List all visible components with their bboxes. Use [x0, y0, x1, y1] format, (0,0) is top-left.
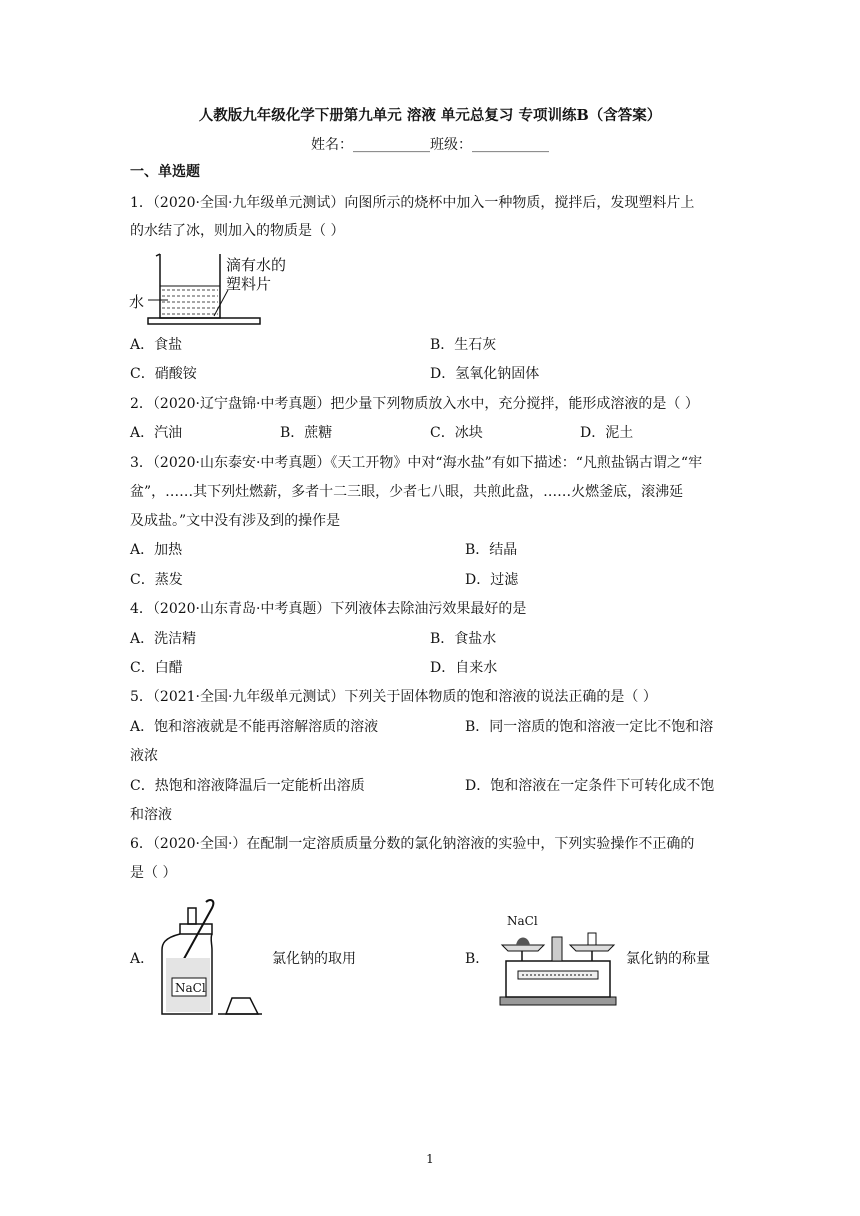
q5-option-c: C．热饱和溶液降温后一定能析出溶质: [130, 778, 365, 794]
q5-option-d-line2: 和溶液: [130, 807, 172, 823]
q3-option-a: A．加热: [130, 542, 183, 558]
student-info-line: 姓名：___________班级：___________: [311, 137, 549, 153]
q2-stem: 2．（2020·辽宁盘锦·中考真题）把少量下列物质放入水中，充分搅拌，能形成溶液的是（ ）: [130, 396, 699, 412]
q5-option-b-line2: 液浓: [130, 748, 158, 764]
beaker-label-plastic-1: 滴有水的: [226, 256, 287, 274]
q4-option-a: A．洗洁精: [130, 631, 197, 647]
q1-option-d: D．氢氧化钠固体: [430, 366, 540, 382]
q1-stem-line1: 1．（2020·全国·九年级单元测试）向图所示的烧杯中加入一种物质，搅拌后，发现塑料片上: [130, 195, 695, 211]
q4-option-c: C．白醋: [130, 660, 183, 676]
q6-stem-line2: 是（ ）: [130, 865, 177, 881]
beaker-label-water: 水: [129, 293, 145, 311]
q6-stem-line1: 6．（2020·全国·）在配制一定溶质质量分数的氯化钠溶液的实验中，下列实验操作不正确的: [130, 836, 695, 852]
q6-option-a-caption: 氯化钠的取用: [272, 951, 356, 967]
q4-option-b: B．食盐水: [430, 631, 497, 647]
q3-option-b: B．结晶: [465, 542, 518, 558]
q3-stem-line3: 及成盐。”文中没有涉及到的操作是: [130, 513, 341, 529]
q2-option-a: A．汽油: [130, 425, 183, 441]
q5-option-b-line1: B．同一溶质的饱和溶液一定比不饱和溶: [465, 719, 714, 735]
q2-option-c: C．冰块: [430, 425, 483, 441]
q1-option-b: B．生石灰: [430, 337, 497, 353]
q1-option-c: C．硝酸铵: [130, 366, 197, 382]
q2-option-b: B．蔗糖: [280, 425, 333, 441]
q1-option-a: A．食盐: [130, 337, 183, 353]
q3-stem-line2: 盆”，……其下列灶燃薪，多者十二三眼，少者七八眼，共煎此盘，……火燃釜底，滚沸延: [130, 484, 684, 500]
balance-nacl-label: NaCl: [507, 914, 538, 928]
nacl-jar-figure: [150, 898, 265, 1020]
q4-option-d: D．自来水: [430, 660, 498, 676]
q6-option-b-caption: 氯化钠的称量: [626, 951, 710, 967]
beaker-label-plastic-2: 塑料片: [226, 275, 272, 293]
section-heading: 一、单选题: [130, 164, 200, 180]
q1-stem-line2: 的水结了冰，则加入的物质是（ ）: [130, 223, 345, 239]
page-number: 1: [426, 1152, 434, 1166]
q4-stem: 4．（2020·山东青岛·中考真题）下列液体去除油污效果最好的是: [130, 601, 527, 617]
doc-title: 人教版九年级化学下册第九单元 溶液 单元总复习 专项训练B（含答案）: [198, 107, 662, 124]
q3-option-c: C．蒸发: [130, 572, 183, 588]
q3-option-d: D．过滤: [465, 572, 519, 588]
q3-stem-line1: 3．（2020·山东泰安·中考真题）《天工开物》中对“海水盐”有如下描述：“凡煎盐锅古谓之“牢: [130, 455, 703, 471]
q6-option-a-letter: A．: [130, 951, 155, 967]
q5-option-d-line1: D．饱和溶液在一定条件下可转化成不饱: [465, 778, 715, 794]
q5-option-a: A．饱和溶液就是不能再溶解溶质的溶液: [130, 719, 379, 735]
q2-option-d: D．泥土: [580, 425, 634, 441]
nacl-jar-label: NaCl: [175, 981, 206, 995]
q6-option-b-letter: B．: [465, 951, 490, 967]
q5-stem: 5．（2021·全国·九年级单元测试）下列关于固体物质的饱和溶液的说法正确的是（ ）: [130, 689, 657, 705]
